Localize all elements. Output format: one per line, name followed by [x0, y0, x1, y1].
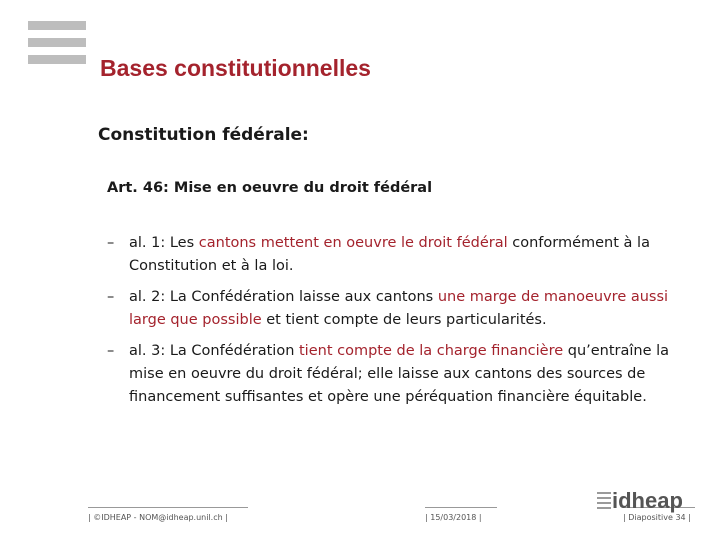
list-dash: –: [107, 289, 115, 305]
footer-divider: [425, 507, 497, 508]
header-logo-bars: [28, 21, 86, 72]
footer-divider: [88, 507, 248, 508]
alinea-item: [107, 232, 707, 278]
alinea-item: [107, 286, 707, 332]
brand-logo-text: idheap: [612, 488, 683, 513]
idheap-logo: [597, 486, 689, 514]
alinea-text: et tient compte de leurs particularités.: [261, 312, 547, 328]
section-heading: Constitution fédérale:: [98, 125, 309, 145]
highlighted-text: tient compte de la charge financière: [299, 343, 564, 359]
alinea-list: [107, 232, 707, 417]
alinea-text: al. 3: La Confédération: [129, 343, 299, 359]
footer-date: | 15/03/2018 |: [425, 513, 482, 522]
highlighted-text: cantons mettent en oeuvre le droit fédéral: [198, 235, 508, 251]
list-dash: –: [107, 235, 115, 251]
article-title: Art. 46: Mise en oeuvre du droit fédéral: [107, 180, 433, 196]
alinea-item: [107, 340, 707, 409]
logo-bar: [28, 21, 86, 30]
list-dash: –: [107, 343, 115, 359]
footer-copyright: | ©IDHEAP - NOM@idheap.unil.ch |: [88, 513, 228, 522]
highlighted-text: une marge de manoeuvre aussi large que possible: [129, 289, 669, 328]
logo-bar: [28, 55, 86, 64]
slide-title: Bases constitutionnelles: [100, 55, 371, 81]
alinea-text: al. 2: La Confédération laisse aux cantons: [129, 289, 438, 305]
logo-bar: [28, 38, 86, 47]
alinea-text: al. 1: Les: [129, 235, 199, 251]
alinea-text: conformément à la Constitution et à la loi.: [129, 235, 650, 274]
footer-slide-number: | Diapositive 34 |: [623, 513, 691, 522]
alinea-text: qu’entraîne la mise en oeuvre du droit fédéral; elle laisse aux cantons des sources de financement suffisantes et opère une péréquation financière équitable.: [129, 343, 670, 405]
